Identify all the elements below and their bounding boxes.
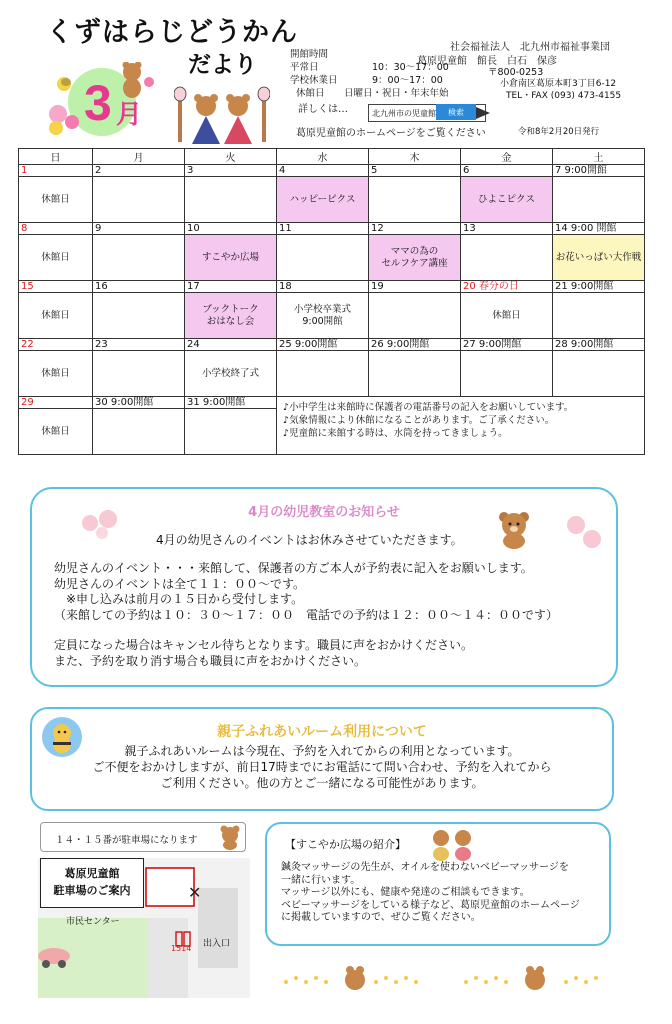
date-cell: 12	[369, 223, 461, 235]
parking-note-text: １４・１５番が駐車場になります	[55, 835, 198, 846]
date-cell: 24	[185, 339, 277, 351]
event-cell: ハッピーピクス	[277, 177, 369, 223]
date-cell: 3	[185, 165, 277, 177]
notice-line: また、予約を取り消す場合も職員に声をおかけください。	[54, 654, 367, 668]
date-cell: 22	[19, 339, 93, 351]
date-cell: 19	[369, 281, 461, 293]
note-line: ♪気象情報により休館になることがあります。ご了承ください。	[283, 415, 555, 426]
date-cell: 11	[277, 223, 369, 235]
search-button: 検索	[436, 104, 476, 120]
bear-icon	[218, 824, 242, 850]
date-cell: 14 9:00 開館	[553, 223, 645, 235]
org-name: 社会福祉法人 北九州市福祉事業団	[450, 42, 610, 53]
notice-line: 親子ふれあいルームは今現在、予約を入れてからの利用となっています。	[124, 744, 520, 758]
event-cell: ひよこピクス	[461, 177, 553, 223]
date-cell: 25 9:00開館	[277, 339, 369, 351]
month-kanji: 月	[116, 100, 143, 130]
search-text: 北九州市の児童館	[372, 108, 436, 118]
sukoyaka-line: に掲載していますので、ぜひご覧ください。	[281, 912, 481, 923]
event-cell	[185, 177, 277, 223]
parking-label-line1: 葛原児童館	[64, 867, 120, 880]
date-cell: 5	[369, 165, 461, 177]
event-cell	[277, 235, 369, 281]
event-cell: 休館日	[19, 293, 93, 339]
entrance-label: 出入口	[203, 939, 231, 949]
date-cell: 7 9:00開館	[553, 165, 645, 177]
event-cell	[93, 177, 185, 223]
event-cell: お花いっぱい大作戦	[553, 235, 645, 281]
note-line: ♪児童館に来館する時は、水筒を持ってきましょう。	[283, 428, 508, 439]
date-cell: 9	[93, 223, 185, 235]
hina-dolls-illustration	[174, 86, 270, 146]
event-cell	[369, 351, 461, 397]
notice-line: ご利用ください。他の方とご一緒になる可能性があります。	[160, 776, 484, 790]
infant-notice-title: 4月の幼児教室のお知らせ	[248, 505, 400, 520]
parking-note	[40, 822, 246, 852]
bear-dots-decoration	[280, 960, 610, 1000]
sukoyaka-line: ベビーマッサージをしている様子など、葛原児童館のホームページ	[281, 899, 580, 911]
notice-line: （来館しての予約は１０：３０～１７：００ 電話での予約は１２：００～１４：００です）	[54, 607, 559, 622]
date-cell: 2	[93, 165, 185, 177]
date-cell: 30 9:00開館	[93, 397, 185, 409]
notice-line: 幼児さんのイベント・・・来館して、保護者の方ご本人が予約表に記入をお願いします。	[54, 561, 533, 575]
weekday-hours: 10：30～17：00	[372, 62, 449, 73]
weekday-sun: 日	[19, 149, 93, 165]
event-cell: 休館日	[461, 293, 553, 339]
civic-center-label: 市民センター	[66, 917, 120, 927]
date-cell: 23	[93, 339, 185, 351]
date-cell: 6	[461, 165, 553, 177]
details-label: 詳しくは…	[298, 104, 348, 115]
infant-notice-body2	[54, 637, 473, 669]
address: 小倉南区葛原本町3丁目6-12	[500, 79, 617, 89]
parking-label-line2: 駐車場のご案内	[53, 884, 131, 897]
schoolbreak-hours: 9：00～17：00	[372, 75, 443, 86]
weekday-label: 平常日	[290, 62, 319, 73]
event-cell: ママの為の セルフケア講座	[369, 235, 461, 281]
event-cell	[553, 177, 645, 223]
date-cell: 15	[19, 281, 93, 293]
weekday-fri: 金	[461, 149, 553, 165]
weekday-wed: 水	[277, 149, 369, 165]
infant-notice-body	[54, 561, 558, 623]
date-cell: 13	[461, 223, 553, 235]
date-cell: 31 9:00開館	[185, 397, 277, 409]
event-cell: すこやか広場	[185, 235, 277, 281]
sukoyaka-line: マッサージ以外にも、健康や発達のご相談もできます。	[281, 887, 530, 898]
infant-notice-subtitle: 4月の幼児さんのイベントはお休みさせていただきます。	[156, 533, 463, 547]
closed-label: 休館日	[296, 88, 325, 99]
event-cell: 休館日	[19, 351, 93, 397]
date-cell: 26 9:00開館	[369, 339, 461, 351]
event-cell: 休館日	[19, 177, 93, 223]
parking-guide-label	[40, 858, 144, 908]
note-line: ♪小中学生は来館時に保護者の電話番号の記入をお願いしています。	[283, 402, 574, 413]
closed-days: 日曜日・祝日・年末年始	[344, 88, 449, 99]
event-cell	[369, 177, 461, 223]
weekday-mon: 月	[93, 149, 185, 165]
issue-date: 令和8年2月20日発行	[518, 127, 600, 137]
weekday-tue: 火	[185, 149, 277, 165]
newsletter-title: くずはらじどうかん	[46, 17, 298, 48]
event-calendar	[18, 148, 645, 455]
event-cell	[93, 293, 185, 339]
schoolbreak-label: 学校休業日	[290, 75, 338, 86]
event-cell	[461, 351, 553, 397]
notice-line: ご不便をおかけしますが、前日17時までにお電話にて問い合わせ、予約を入れてから	[92, 760, 552, 774]
sukoyaka-body	[281, 862, 580, 925]
date-cell: 16	[93, 281, 185, 293]
director-name: 葛原児童館 館長 白石 保彦	[417, 56, 557, 67]
event-cell: 休館日	[19, 409, 93, 455]
event-cell: ブックトーク おはなし会	[185, 293, 277, 339]
date-cell: 27 9:00開館	[461, 339, 553, 351]
date-cell: 1	[19, 165, 93, 177]
hours-label: 開館時間	[290, 49, 329, 60]
event-cell	[553, 293, 645, 339]
weekday-thu: 木	[369, 149, 461, 165]
date-cell: 21 9:00開館	[553, 281, 645, 293]
event-cell	[461, 235, 553, 281]
event-cell	[185, 409, 277, 455]
sukoyaka-line: 一緒に行います。	[281, 874, 361, 886]
date-cell: 4	[277, 165, 369, 177]
tel-fax: TEL・FAX (093) 473-4155	[506, 91, 622, 101]
family-room-notice	[30, 707, 614, 811]
infant-class-notice	[30, 487, 618, 687]
sukoyaka-line: 鍼灸マッサージの先生が、オイルを使わないベビーマッサージを	[281, 862, 569, 873]
event-cell: 小学校卒業式 9:00開館	[277, 293, 369, 339]
event-cell	[369, 293, 461, 339]
weekday-sat: 土	[553, 149, 645, 165]
family-room-body	[32, 743, 612, 791]
event-cell	[93, 351, 185, 397]
date-cell: 29	[19, 397, 93, 409]
date-cell: 8	[19, 223, 93, 235]
notice-line: 幼児さんのイベントは全て１１：００～です。	[54, 576, 306, 591]
family-room-title: 親子ふれあいルーム利用について	[217, 724, 427, 740]
event-cell	[277, 351, 369, 397]
calendar-notes	[277, 397, 645, 455]
event-cell	[93, 409, 185, 455]
event-cell: 小学校終了式	[185, 351, 277, 397]
sukoyaka-intro	[265, 822, 611, 946]
parking-spot-numbers: 1514	[171, 944, 192, 953]
cursor-arrow-icon	[476, 107, 490, 119]
event-cell	[553, 351, 645, 397]
notice-line: 定員になった場合はキャンセル待ちとなります。職員に声をおかけください。	[54, 638, 474, 652]
event-cell: 休館日	[19, 235, 93, 281]
newsletter-subtitle: だより	[188, 52, 257, 78]
zip-code: 〒800-0253	[488, 67, 544, 78]
date-cell: 10	[185, 223, 277, 235]
bear-pair-icon	[427, 828, 477, 862]
notice-line: ※申し込みは前月の１５日から受付します。	[54, 592, 304, 606]
sukoyaka-title: 【すこやか広場の紹介】	[285, 838, 406, 851]
event-cell	[93, 235, 185, 281]
date-cell: 28 9:00開館	[553, 339, 645, 351]
date-cell: 20 春分の日	[461, 281, 553, 293]
homepage-note: 葛原児童館のホームページをご覧ください	[296, 128, 486, 139]
date-cell: 18	[277, 281, 369, 293]
month-number: 3	[84, 75, 112, 131]
date-cell: 17	[185, 281, 277, 293]
svg-text:✕: ✕	[188, 883, 202, 902]
